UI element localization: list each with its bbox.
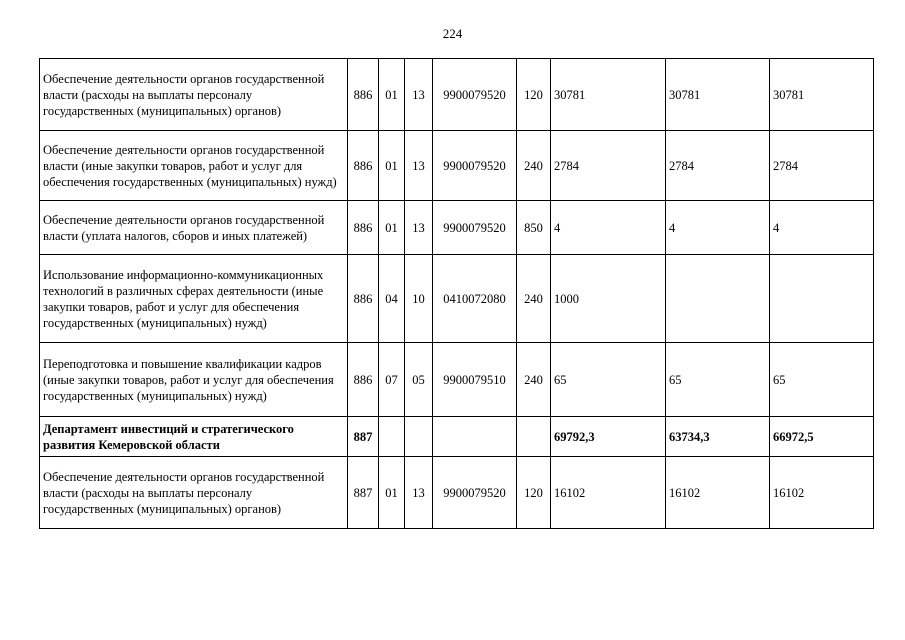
- expense-name: Обеспечение деятельности органов государственной власти (иные закупки товаров, работ и услуг для обеспечения государственных (муниципальных) нужд): [40, 131, 348, 201]
- csr-code: 9900079520: [433, 201, 517, 255]
- rz-code: [379, 417, 405, 457]
- expense-name: Использование информационно-коммуникационных технологий в различных сферах деятельности (иные закупки товаров, работ и услуг для обеспечения государственных (муниципальных) нужд): [40, 255, 348, 343]
- table-row: [40, 417, 874, 457]
- amount-year-1: 65: [551, 343, 666, 417]
- ved-code: 887: [348, 457, 379, 529]
- vr-code: 120: [517, 59, 551, 131]
- budget-table: [39, 58, 874, 529]
- amount-year-3: 66972,5: [770, 417, 874, 457]
- amount-year-2: 4: [666, 201, 770, 255]
- amount-year-1: 1000: [551, 255, 666, 343]
- rz-code: 01: [379, 457, 405, 529]
- ved-code: 887: [348, 417, 379, 457]
- table-row: [40, 343, 874, 417]
- csr-code: 9900079520: [433, 59, 517, 131]
- rz-code: 04: [379, 255, 405, 343]
- amount-year-1: 30781: [551, 59, 666, 131]
- csr-code: 9900079520: [433, 131, 517, 201]
- amount-year-3: 16102: [770, 457, 874, 529]
- csr-code: 9900079510: [433, 343, 517, 417]
- vr-code: [517, 417, 551, 457]
- amount-year-2: [666, 255, 770, 343]
- expense-name: Департамент инвестиций и стратегического развития Кемеровской области: [40, 417, 348, 457]
- expense-name: Обеспечение деятельности органов государственной власти (уплата налогов, сборов и иных платежей): [40, 201, 348, 255]
- pr-code: 10: [405, 255, 433, 343]
- table-row: [40, 457, 874, 529]
- ved-code: 886: [348, 59, 379, 131]
- expense-name: Переподготовка и повышение квалификации кадров (иные закупки товаров, работ и услуг для обеспечения государственных (муниципальных) нужд): [40, 343, 348, 417]
- rz-code: 01: [379, 59, 405, 131]
- pr-code: 13: [405, 59, 433, 131]
- amount-year-3: [770, 255, 874, 343]
- amount-year-1: 16102: [551, 457, 666, 529]
- amount-year-3: 4: [770, 201, 874, 255]
- pr-code: 05: [405, 343, 433, 417]
- amount-year-3: 2784: [770, 131, 874, 201]
- amount-year-2: 30781: [666, 59, 770, 131]
- expense-name: Обеспечение деятельности органов государственной власти (расходы на выплаты персоналу государственных (муниципальных) органов): [40, 457, 348, 529]
- rz-code: 07: [379, 343, 405, 417]
- csr-code: [433, 417, 517, 457]
- amount-year-2: 63734,3: [666, 417, 770, 457]
- amount-year-1: 69792,3: [551, 417, 666, 457]
- amount-year-1: 2784: [551, 131, 666, 201]
- vr-code: 240: [517, 131, 551, 201]
- table-row: [40, 255, 874, 343]
- csr-code: 9900079520: [433, 457, 517, 529]
- ved-code: 886: [348, 131, 379, 201]
- table-row: [40, 59, 874, 131]
- table-row: [40, 131, 874, 201]
- amount-year-3: 65: [770, 343, 874, 417]
- table-row: [40, 201, 874, 255]
- vr-code: 850: [517, 201, 551, 255]
- csr-code: 0410072080: [433, 255, 517, 343]
- vr-code: 240: [517, 343, 551, 417]
- ved-code: 886: [348, 255, 379, 343]
- vr-code: 240: [517, 255, 551, 343]
- amount-year-2: 16102: [666, 457, 770, 529]
- amount-year-3: 30781: [770, 59, 874, 131]
- expense-name: Обеспечение деятельности органов государственной власти (расходы на выплаты персоналу государственных (муниципальных) органов): [40, 59, 348, 131]
- vr-code: 120: [517, 457, 551, 529]
- amount-year-2: 2784: [666, 131, 770, 201]
- ved-code: 886: [348, 201, 379, 255]
- pr-code: [405, 417, 433, 457]
- pr-code: 13: [405, 201, 433, 255]
- rz-code: 01: [379, 131, 405, 201]
- pr-code: 13: [405, 457, 433, 529]
- ved-code: 886: [348, 343, 379, 417]
- rz-code: 01: [379, 201, 405, 255]
- pr-code: 13: [405, 131, 433, 201]
- page-number: 224: [442, 26, 463, 41]
- amount-year-2: 65: [666, 343, 770, 417]
- amount-year-1: 4: [551, 201, 666, 255]
